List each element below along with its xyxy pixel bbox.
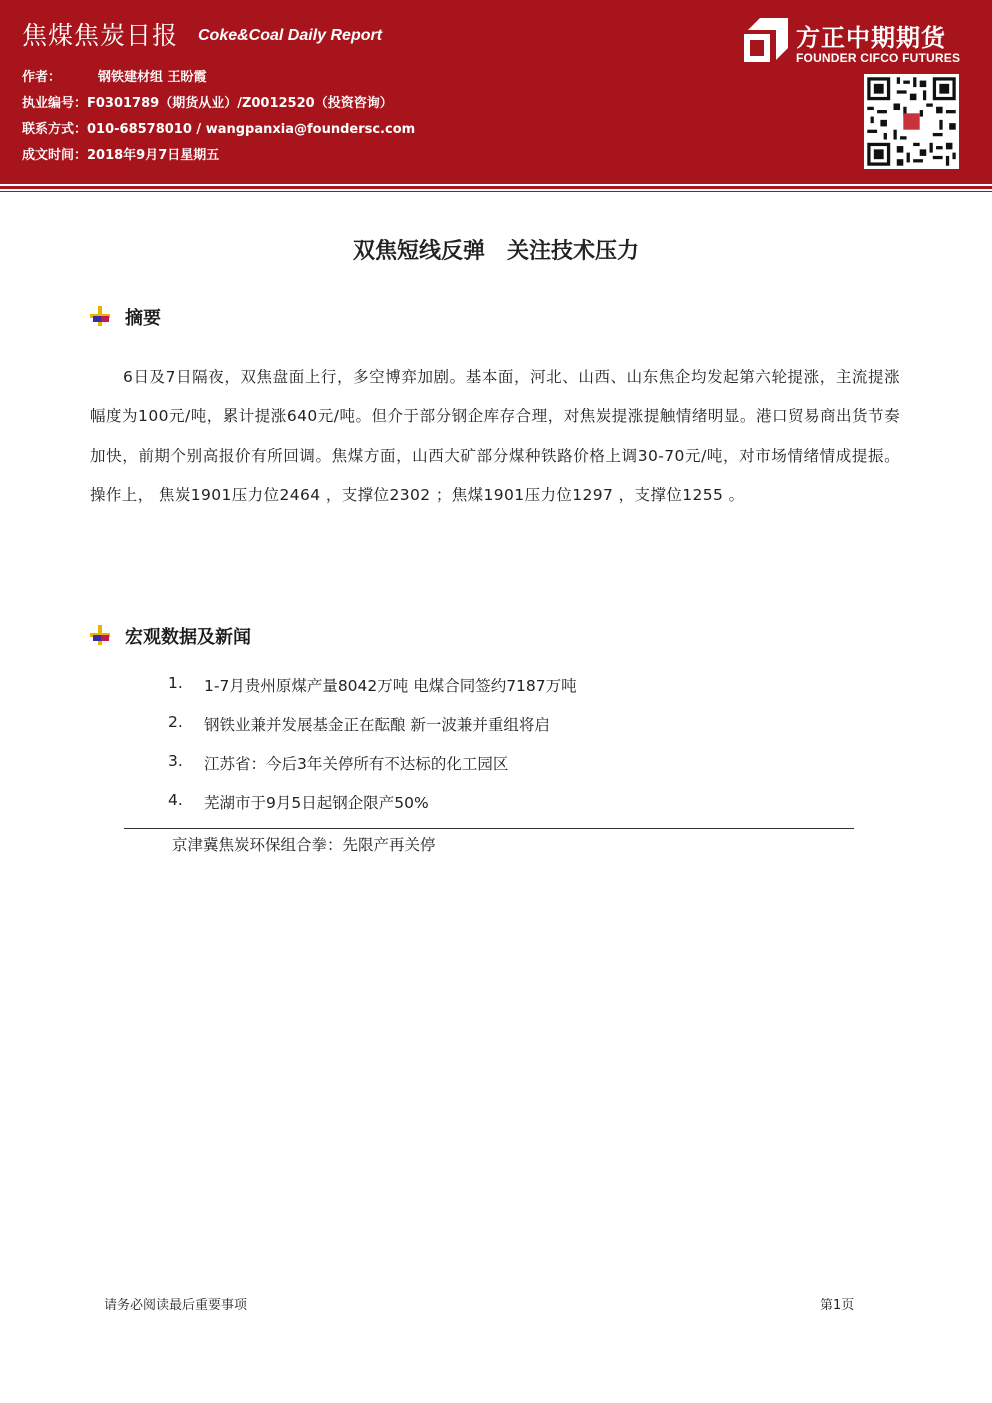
section-bullet-icon [90,625,110,645]
list-item-number: 3. [168,752,183,770]
logo-text-cn: 方正中期期货 [796,24,946,52]
logo-text-en: FOUNDER CIFCO FUTURES [796,51,961,65]
section-bullet-icon [90,306,110,326]
list-item-text: 江苏省：今后3年关停所有不达标的化工园区 [204,755,509,773]
report-header [0,0,992,184]
list-item-text: 1-7月贵州原煤产量8042万吨 电煤合同签约7187万吨 [204,677,577,695]
qr-code-icon [864,74,959,169]
report-title-en: Coke&Coal Daily Report [198,27,383,44]
founder-logo-icon [744,18,788,62]
list-item-number: 4. [168,791,183,809]
report-title-cn: 焦煤焦炭日报 [22,21,179,50]
news-heading-label: 宏观数据及新闻 [125,627,251,648]
list-item-text: 芜湖市于9月5日起钢企限产50% [204,794,429,812]
list-item-number: 2. [168,713,183,731]
document-title: 双焦短线反弹 关注技术压力 [352,239,639,264]
author-value: 钢铁建材组 王盼霞 [98,70,207,85]
company-logo [744,18,978,66]
license-number: 执业编号：F0301789（期货从业）/Z0012520（投资咨询） [22,96,393,111]
divider [124,828,854,829]
summary-heading-label: 摘要 [125,308,161,329]
author-label: 作者： [22,70,62,85]
header-rule-thin [0,191,992,192]
footer-notice: 请务必阅读最后重要事项 [104,1298,248,1313]
sub-news-item[interactable]: 京津冀焦炭环保组合拳：先限产再关停 [172,836,436,854]
list-item-number: 1. [168,674,183,692]
contact-info: 联系方式：010-68578010 / wangpanxia@foundersc.com [22,122,416,137]
summary-paragraph: 6日及7日隔夜，双焦盘面上行，多空博弈加剧。基本面，河北、山西、山东焦企均发起第六轮提涨，主流提涨幅度为100元/吨，累计提涨640元/吨。但介于部分钢企库存合理，对焦炭提涨提触情绪明显。港口贸易商出货节奏加快，前期个别高报价有所回调。焦煤方面，山西大矿部分煤种铁路价格上调30-70元/吨，对市场情绪情成提振。操作上， 焦炭1901压力位2464 ，支撑位2302 ；焦煤1901压力位1297 ，支撑位1255 。 [90,368,900,504]
list-item-text: 钢铁业兼并发展基金正在酝酿 新一波兼并重组将启 [204,716,550,734]
publish-date: 成文时间：2018年9月7日星期五 [22,148,220,163]
page-number: 第1页 [820,1298,855,1313]
header-rule [0,186,992,189]
